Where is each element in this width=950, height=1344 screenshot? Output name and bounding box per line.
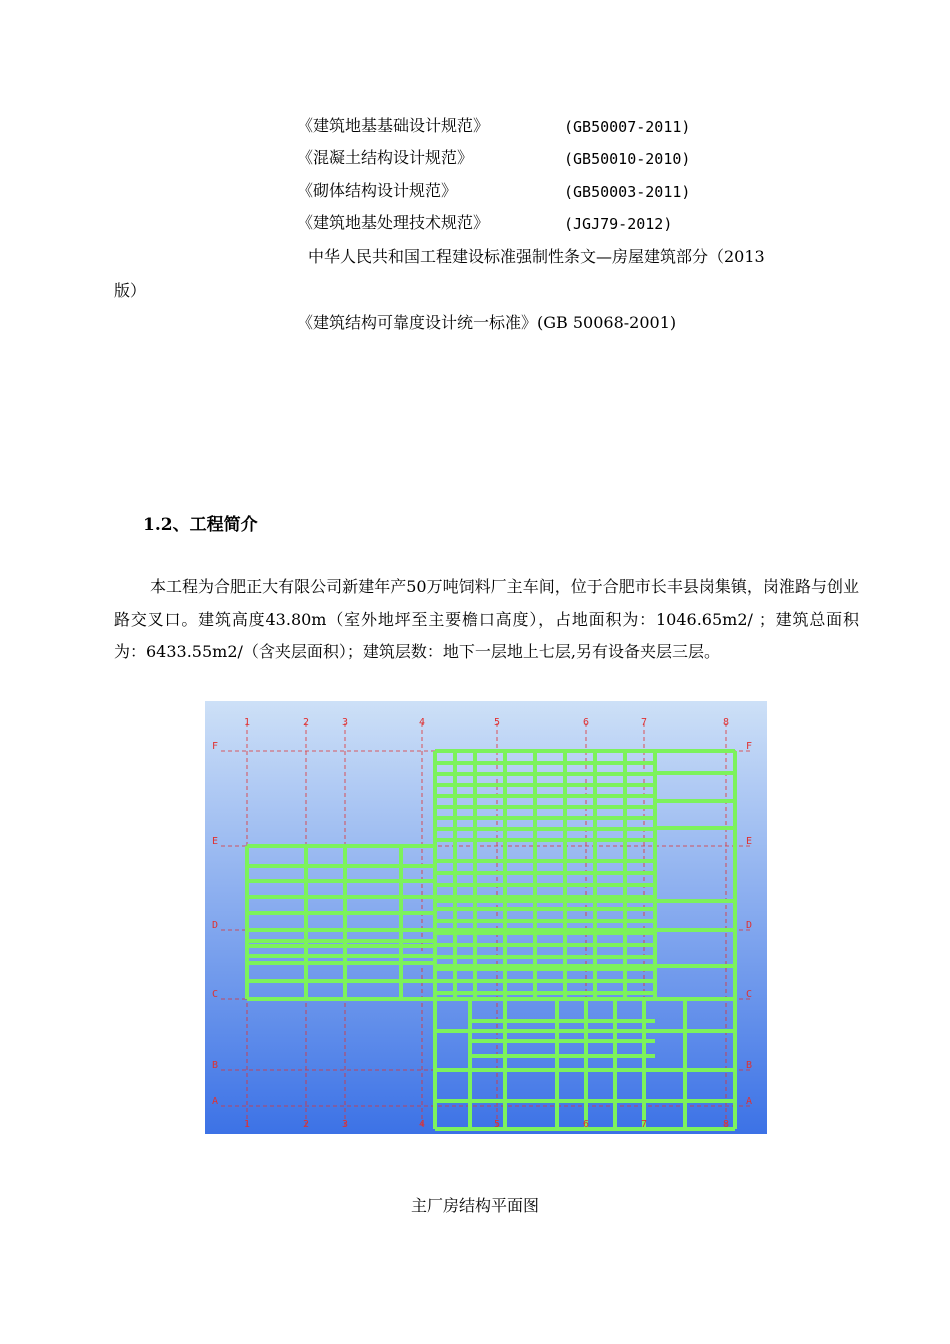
column-label: 7 — [641, 1119, 648, 1130]
reference-code: (GB50010-2010) — [564, 150, 691, 168]
column-label: 6 — [583, 717, 590, 728]
column-label: 4 — [419, 1119, 426, 1130]
reference-title: 《建筑地基基础设计规范》 — [297, 116, 490, 135]
row-label: B — [746, 1060, 753, 1071]
column-label: 5 — [494, 717, 501, 728]
figure-caption: 主厂房结构平面图 — [410, 1196, 539, 1215]
reference-title: 《砌体结构设计规范》 — [297, 181, 458, 200]
column-label: 8 — [723, 717, 730, 728]
section-heading: 1.2、工程简介 — [143, 515, 258, 535]
reference-title: 《建筑地基处理技术规范》 — [297, 213, 490, 232]
row-label: D — [212, 920, 219, 931]
row-label: D — [746, 920, 753, 931]
reference-code: (GB50007-2011) — [564, 118, 691, 136]
standard-line: 中华人民共和国工程建设标准强制性条文—房屋建筑部分（2013 — [308, 247, 765, 266]
structure-plan-figure — [205, 701, 767, 1134]
row-label: A — [746, 1096, 753, 1107]
column-label: 7 — [641, 717, 648, 728]
row-label: B — [212, 1060, 219, 1071]
column-label: 3 — [342, 717, 349, 728]
column-label: 2 — [303, 1119, 310, 1130]
column-label: 5 — [494, 1119, 501, 1130]
column-label: 2 — [303, 717, 310, 728]
reliability-standard: 《建筑结构可靠度设计统一标准》(GB 50068-2001) — [297, 313, 677, 332]
row-label: E — [746, 836, 753, 847]
column-label: 8 — [723, 1119, 730, 1130]
column-label: 3 — [342, 1119, 349, 1130]
column-label: 1 — [244, 1119, 251, 1130]
column-label: 4 — [419, 717, 426, 728]
standard-line-continued: 版） — [114, 281, 147, 300]
row-label: F — [746, 741, 753, 752]
row-label: A — [212, 1096, 219, 1107]
row-label: E — [212, 836, 219, 847]
reference-title: 《混凝土结构设计规范》 — [297, 148, 474, 167]
row-label: C — [212, 989, 219, 1000]
reference-code: (JGJ79-2012) — [564, 215, 673, 233]
reference-code: (GB50003-2011) — [564, 183, 691, 201]
column-label: 6 — [583, 1119, 590, 1130]
row-label: F — [212, 741, 219, 752]
column-label: 1 — [244, 717, 251, 728]
intro-paragraph: 本工程为合肥正大有限公司新建年产50万吨饲料厂主车间，位于合肥市长丰县岗集镇，岗淮路与创业路交叉口。建筑高度43.80m（室外地坪至主要檐口高度），占地面积为：1046.65m2/ ；建筑总面积为：6433.55m2/（含夹层面积）；建筑层数：地下一层地上七层,另有设备夹层三层。 — [114, 577, 859, 661]
row-label: C — [746, 989, 753, 1000]
